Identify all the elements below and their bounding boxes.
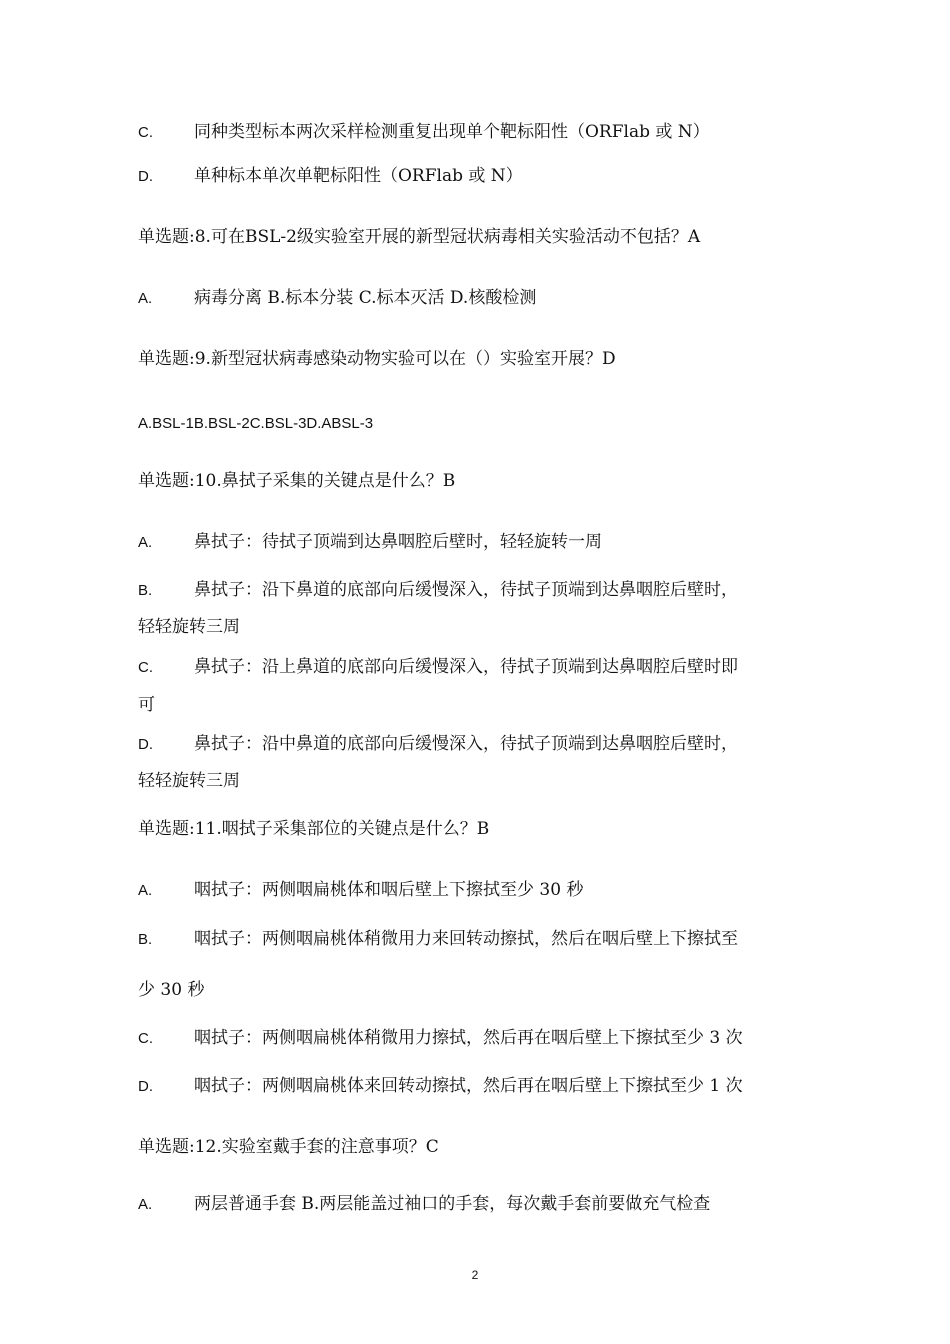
- option-c-line: [138, 657, 738, 678]
- question-text: 单选题:10.鼻拭子采集的关键点是什么？B: [138, 471, 456, 491]
- option-a-line: [138, 880, 583, 901]
- question-12: [138, 1137, 439, 1157]
- options-plain-line: [138, 414, 373, 434]
- option-continuation: 轻轻旋转三周: [138, 771, 240, 791]
- question-text: 单选题:9.新型冠状病毒感染动物实验可以在（）实验室开展？D: [138, 349, 616, 369]
- option-text: 鼻拭子：沿下鼻道的底部向后缓慢深入，待拭子顶端到达鼻咽腔后壁时，: [194, 580, 738, 600]
- question-text: 单选题:11.咽拭子采集部位的关键点是什么？B: [138, 819, 490, 839]
- option-label: C.: [138, 124, 153, 141]
- option-continuation: 少 30 秒: [138, 980, 205, 1000]
- option-continuation: 轻轻旋转三周: [138, 617, 240, 637]
- option-label: B.: [138, 582, 153, 599]
- option-text: 两层普通手套 B.两层能盖过袖口的手套，每次戴手套前要做充气检查: [194, 1194, 711, 1214]
- options-text: A.BSL-1B.BSL-2C.BSL-3D.ABSL-3: [138, 415, 374, 432]
- option-text: 鼻拭子：沿中鼻道的底部向后缓慢深入，待拭子顶端到达鼻咽腔后壁时，: [194, 734, 738, 754]
- option-label: B.: [138, 931, 153, 948]
- option-text: 单种标本单次单靶标阳性（ORFlab 或 N）: [194, 166, 523, 186]
- option-label: A.: [138, 290, 153, 307]
- option-b-line: [138, 580, 738, 601]
- option-text: 咽拭子：两侧咽扁桃体来回转动擦拭，然后再在咽后壁上下擦拭至少 1 次: [194, 1076, 743, 1096]
- option-label: A.: [138, 534, 153, 551]
- option-text: 鼻拭子：沿上鼻道的底部向后缓慢深入，待拭子顶端到达鼻咽腔后壁时即: [194, 657, 738, 677]
- option-continuation: 可: [138, 695, 155, 715]
- question-text: 单选题:8.可在BSL-2级实验室开展的新型冠状病毒相关实验活动不包括？A: [138, 227, 701, 247]
- question-11: [138, 819, 489, 839]
- option-a-line: [138, 1194, 710, 1215]
- option-text: 咽拭子：两侧咽扁桃体稍微用力来回转动擦拭，然后在咽后壁上下擦拭至: [194, 929, 738, 949]
- option-label: D.: [138, 1078, 153, 1095]
- option-label: D.: [138, 168, 153, 185]
- option-label: D.: [138, 736, 153, 753]
- question-10: [138, 471, 455, 491]
- option-text: 病毒分离 B.标本分装 C.标本灭活 D.核酸检测: [194, 288, 537, 308]
- option-d-line: [138, 166, 523, 187]
- page-number: 2: [471, 1268, 479, 1282]
- option-c-line: [138, 1028, 743, 1049]
- option-b-line: [138, 929, 738, 950]
- option-label: C.: [138, 659, 153, 676]
- option-d-line: [138, 734, 738, 755]
- option-c-line: [138, 122, 710, 143]
- option-text: 同种类型标本两次采样检测重复出现单个靶标阳性（ORFlab 或 N）: [194, 122, 710, 142]
- option-label: A.: [138, 1196, 153, 1213]
- option-a-line: [138, 288, 536, 309]
- option-label: C.: [138, 1030, 153, 1047]
- option-d-line: [138, 1076, 743, 1097]
- option-text: 咽拭子：两侧咽扁桃体和咽后壁上下擦拭至少 30 秒: [194, 880, 584, 900]
- option-a-line: [138, 532, 602, 553]
- question-text: 单选题:12.实验室戴手套的注意事项？C: [138, 1137, 439, 1157]
- option-text: 鼻拭子：待拭子顶端到达鼻咽腔后壁时，轻轻旋转一周: [194, 532, 602, 552]
- question-8: [138, 227, 700, 247]
- option-label: A.: [138, 882, 153, 899]
- option-text: 咽拭子：两侧咽扁桃体稍微用力擦拭，然后再在咽后壁上下擦拭至少 3 次: [194, 1028, 743, 1048]
- question-9: [138, 349, 616, 369]
